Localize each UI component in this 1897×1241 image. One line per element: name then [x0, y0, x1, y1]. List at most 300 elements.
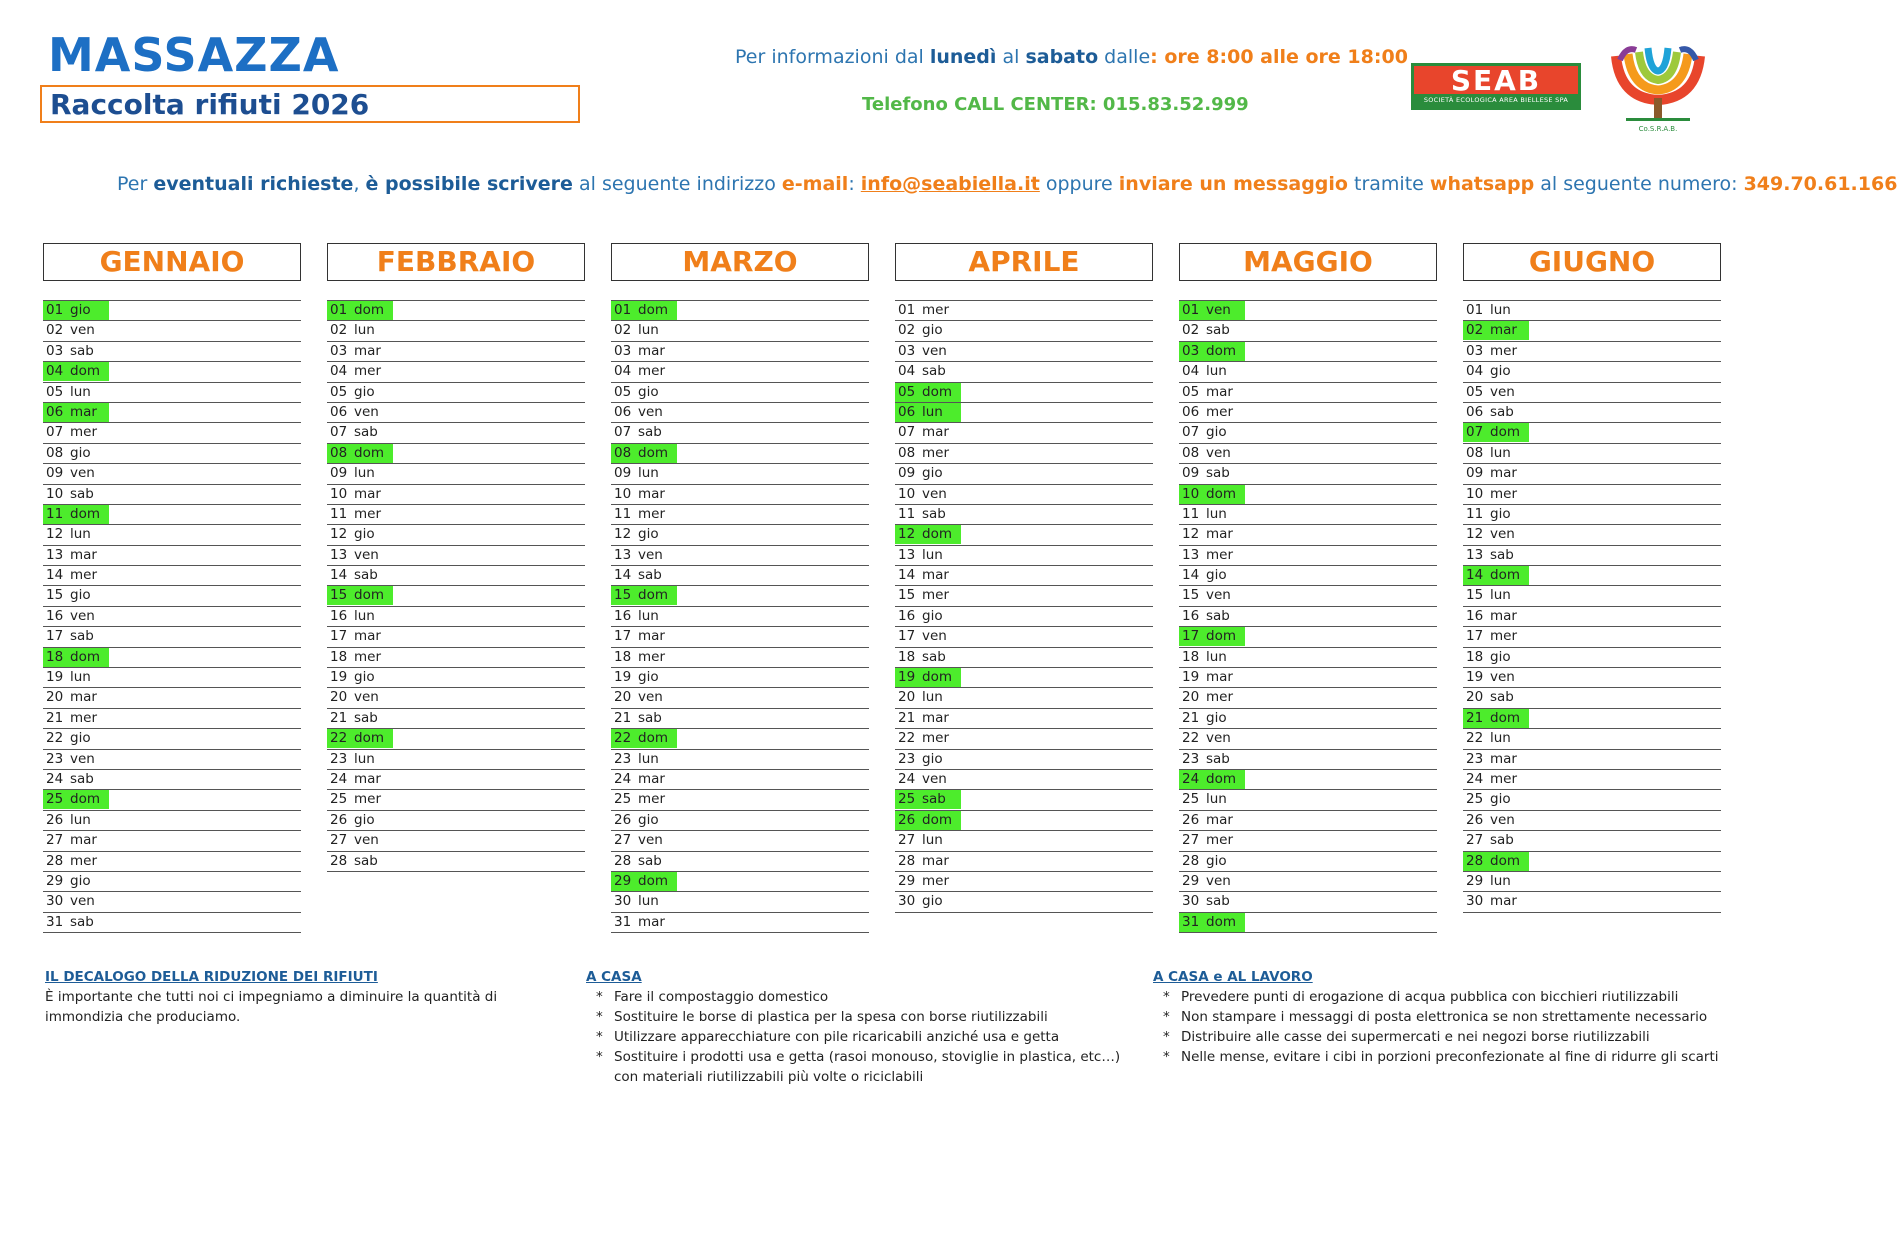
day-number: 19	[46, 669, 64, 686]
day-number: 03	[614, 342, 632, 359]
day-cell	[327, 811, 375, 830]
day-cell	[1463, 383, 1515, 402]
day-name: dom	[638, 730, 668, 747]
day-name: sab	[354, 424, 378, 441]
day-cell	[895, 464, 943, 483]
day-cell	[895, 607, 943, 626]
day-cell	[1463, 362, 1511, 381]
day-name: mar	[1490, 893, 1517, 910]
day-row-collection	[1179, 342, 1437, 362]
day-name: dom	[1490, 852, 1520, 869]
day-row	[895, 505, 1153, 525]
day-name: ven	[70, 607, 95, 624]
contact-text-2: ,	[353, 173, 366, 195]
day-cell	[327, 770, 381, 789]
day-number: 11	[1466, 505, 1484, 522]
day-number: 10	[614, 485, 632, 502]
day-row	[895, 770, 1153, 790]
day-number: 08	[1466, 444, 1484, 461]
day-number: 06	[1466, 403, 1484, 420]
day-cell	[43, 668, 91, 687]
month-column	[43, 243, 301, 933]
day-row	[1179, 444, 1437, 464]
day-cell	[611, 770, 665, 789]
day-number: 24	[46, 770, 64, 787]
day-number: 16	[1466, 607, 1484, 624]
month-header: MARZO	[611, 243, 869, 281]
day-row-collection	[1179, 485, 1437, 505]
day-row	[611, 750, 869, 770]
day-cell	[611, 525, 659, 544]
day-cell	[1179, 688, 1233, 707]
day-name: mer	[1206, 832, 1234, 849]
day-name: lun	[638, 893, 659, 910]
day-cell	[1463, 321, 1529, 340]
day-name: mer	[638, 363, 666, 380]
day-name: lun	[354, 607, 375, 624]
day-row	[611, 464, 869, 484]
day-cell	[895, 403, 961, 422]
day-list	[1463, 300, 1721, 913]
day-cell	[1179, 607, 1230, 626]
day-name: lun	[1490, 872, 1511, 889]
day-cell	[1463, 709, 1529, 728]
day-row	[43, 444, 301, 464]
day-number: 04	[614, 363, 632, 380]
day-number: 23	[46, 750, 64, 767]
day-number: 21	[898, 709, 916, 726]
day-name: mer	[354, 648, 382, 665]
day-number: 20	[1466, 689, 1484, 706]
call-center-phone: Telefono CALL CENTER: 015.83.52.999	[862, 94, 1249, 115]
contact-text-7: al seguente numero:	[1534, 173, 1744, 195]
day-row-collection	[895, 811, 1153, 831]
day-name: sab	[1206, 893, 1230, 910]
day-name: mar	[354, 485, 381, 502]
day-number: 07	[1182, 424, 1200, 441]
day-number: 13	[898, 546, 916, 563]
contact-line	[117, 173, 1897, 195]
day-number: 22	[46, 730, 64, 747]
day-row	[1463, 546, 1721, 566]
day-name: gio	[70, 587, 91, 604]
info-colon: :	[1150, 46, 1165, 68]
day-cell	[1463, 648, 1511, 667]
day-cell	[1179, 423, 1227, 442]
day-row	[43, 383, 301, 403]
day-cell	[43, 607, 95, 626]
day-number: 30	[1466, 893, 1484, 910]
day-row	[895, 648, 1153, 668]
day-cell	[1179, 709, 1227, 728]
day-cell	[611, 546, 663, 565]
email-link[interactable]: info@seabiella.it	[860, 173, 1040, 195]
day-name: dom	[638, 872, 668, 889]
day-cell	[1463, 750, 1517, 769]
day-name: mer	[1490, 485, 1518, 502]
day-name: gio	[1206, 852, 1227, 869]
day-name: mar	[1490, 465, 1517, 482]
day-row	[895, 750, 1153, 770]
day-row	[1179, 892, 1437, 912]
day-number: 21	[614, 709, 632, 726]
day-name: ven	[638, 403, 663, 420]
day-number: 14	[1182, 567, 1200, 584]
day-cell	[327, 464, 375, 483]
day-name: sab	[922, 791, 946, 808]
day-number: 14	[898, 567, 916, 584]
day-name: gio	[1490, 505, 1511, 522]
day-name: lun	[70, 669, 91, 686]
day-cell	[43, 627, 94, 646]
day-row	[1179, 872, 1437, 892]
day-number: 20	[898, 689, 916, 706]
day-number: 20	[330, 689, 348, 706]
day-name: dom	[922, 383, 952, 400]
day-cell	[43, 586, 91, 605]
day-row	[895, 342, 1153, 362]
day-number: 16	[1182, 607, 1200, 624]
day-row	[327, 423, 585, 443]
day-number: 25	[46, 791, 64, 808]
day-row	[895, 872, 1153, 892]
day-row	[1463, 892, 1721, 912]
day-cell	[611, 811, 659, 830]
day-name: mer	[354, 505, 382, 522]
day-name: mar	[922, 709, 949, 726]
day-number: 08	[614, 444, 632, 461]
day-name: ven	[1206, 444, 1231, 461]
day-name: ven	[70, 750, 95, 767]
day-list	[895, 300, 1153, 913]
day-cell	[1463, 770, 1517, 789]
day-name: lun	[354, 465, 375, 482]
month-header: FEBBRAIO	[327, 243, 585, 281]
day-cell	[1463, 668, 1515, 687]
day-row	[1179, 383, 1437, 403]
day-cell	[1179, 586, 1231, 605]
day-number: 11	[330, 505, 348, 522]
day-cell	[611, 607, 659, 626]
a-casa-lavoro-section	[1153, 967, 1723, 1067]
day-name: sab	[1490, 403, 1514, 420]
day-cell	[43, 403, 109, 422]
day-cell	[327, 301, 393, 320]
day-cell	[43, 770, 94, 789]
contact-text-3: al seguente indirizzo	[572, 173, 782, 195]
day-row	[895, 627, 1153, 647]
day-cell	[1463, 831, 1514, 850]
day-name: mar	[638, 913, 665, 930]
day-row	[611, 770, 869, 790]
day-row-collection	[327, 586, 585, 606]
day-cell	[1179, 546, 1233, 565]
day-row	[1179, 831, 1437, 851]
day-name: lun	[638, 607, 659, 624]
day-name: lun	[1206, 363, 1227, 380]
day-name: sab	[922, 648, 946, 665]
day-row	[43, 423, 301, 443]
day-cell	[327, 546, 379, 565]
day-number: 04	[1466, 363, 1484, 380]
day-name: mar	[1490, 750, 1517, 767]
day-cell	[327, 668, 375, 687]
day-name: mer	[922, 587, 950, 604]
day-name: dom	[1206, 628, 1236, 645]
day-number: 17	[1466, 628, 1484, 645]
day-name: gio	[1490, 791, 1511, 808]
day-number: 02	[898, 322, 916, 339]
day-row	[1463, 668, 1721, 688]
day-row	[895, 485, 1153, 505]
day-cell	[611, 505, 665, 524]
day-name: gio	[638, 669, 659, 686]
day-number: 12	[1182, 526, 1200, 543]
day-row	[1179, 607, 1437, 627]
day-name: gio	[638, 383, 659, 400]
day-number: 21	[1466, 709, 1484, 726]
contact-email-label: e-mail	[781, 173, 849, 195]
day-row	[895, 688, 1153, 708]
day-cell	[895, 668, 961, 687]
day-row	[611, 505, 869, 525]
month-header: GIUGNO	[1463, 243, 1721, 281]
day-number: 05	[1466, 383, 1484, 400]
day-name: mer	[1206, 689, 1234, 706]
day-number: 16	[46, 607, 64, 624]
day-number: 25	[330, 791, 348, 808]
day-cell	[327, 790, 381, 809]
day-row	[43, 913, 301, 933]
day-number: 11	[898, 505, 916, 522]
day-name: mer	[922, 302, 950, 318]
info-prefix: Per informazioni dal	[735, 46, 930, 68]
day-name: mar	[638, 770, 665, 787]
day-row	[895, 546, 1153, 566]
day-row-collection	[327, 444, 585, 464]
day-name: mar	[922, 567, 949, 584]
day-name: mar	[1490, 322, 1517, 339]
day-list	[327, 300, 585, 872]
day-name: ven	[354, 546, 379, 563]
list-item: * Sostituire i prodotti usa e getta (rasoi monouso, stoviglie in plastica, etc…) con materiali riutilizzabili più volte o riciclabili	[586, 1047, 1146, 1087]
day-number: 02	[1466, 322, 1484, 339]
day-name: sab	[638, 709, 662, 726]
day-number: 19	[330, 669, 348, 686]
day-name: ven	[1206, 302, 1231, 318]
contact-bold-4: inviare un messaggio	[1118, 173, 1348, 195]
day-cell	[1179, 872, 1231, 891]
day-number: 03	[46, 342, 64, 359]
day-row	[327, 688, 585, 708]
day-cell	[1179, 342, 1245, 361]
day-cell	[611, 913, 665, 932]
day-row-collection	[1179, 627, 1437, 647]
day-number: 19	[1182, 669, 1200, 686]
day-cell	[1179, 566, 1227, 585]
day-number: 04	[1182, 363, 1200, 380]
day-number: 06	[614, 403, 632, 420]
day-row	[327, 566, 585, 586]
day-number: 02	[1182, 322, 1200, 339]
list-item: * Distribuire alle casse dei supermercati e nei negozi borse riutilizzabili	[1153, 1027, 1723, 1047]
day-name: lun	[922, 403, 943, 420]
day-number: 23	[1466, 750, 1484, 767]
a-casa-heading: A CASA	[586, 969, 642, 985]
day-name: dom	[1206, 770, 1236, 787]
day-number: 30	[1182, 893, 1200, 910]
day-row	[1179, 403, 1437, 423]
day-number: 28	[330, 852, 348, 869]
day-row	[1463, 403, 1721, 423]
day-number: 23	[330, 750, 348, 767]
day-row	[611, 525, 869, 545]
day-name: mer	[1206, 403, 1234, 420]
day-name: sab	[70, 913, 94, 930]
day-number: 09	[1466, 465, 1484, 482]
day-number: 30	[898, 893, 916, 910]
day-cell	[43, 444, 91, 463]
day-name: mer	[922, 444, 950, 461]
day-row	[611, 546, 869, 566]
day-row	[611, 321, 869, 341]
day-name: gio	[1206, 709, 1227, 726]
info-mid: al	[996, 46, 1026, 68]
day-row	[895, 852, 1153, 872]
day-row-collection	[895, 403, 1153, 423]
day-name: sab	[70, 770, 94, 787]
info-day-end: sabato	[1025, 46, 1099, 68]
day-name: dom	[638, 302, 668, 318]
day-row	[1463, 750, 1721, 770]
day-number: 09	[898, 465, 916, 482]
day-row-collection	[1179, 301, 1437, 321]
day-number: 13	[614, 546, 632, 563]
day-cell	[611, 383, 659, 402]
day-name: mar	[70, 546, 97, 563]
day-number: 07	[46, 424, 64, 441]
day-cell	[327, 444, 393, 463]
day-cell	[895, 648, 946, 667]
day-number: 26	[330, 811, 348, 828]
day-number: 29	[46, 872, 64, 889]
day-row	[1463, 831, 1721, 851]
contact-text-6: tramite	[1347, 173, 1430, 195]
day-cell	[895, 444, 949, 463]
day-name: ven	[922, 342, 947, 359]
day-number: 03	[898, 342, 916, 359]
day-name: ven	[70, 465, 95, 482]
day-row	[327, 546, 585, 566]
day-row	[43, 892, 301, 912]
day-name: sab	[1490, 546, 1514, 563]
day-number: 17	[46, 628, 64, 645]
day-row-collection	[1463, 852, 1721, 872]
day-number: 26	[898, 811, 916, 828]
day-row	[895, 586, 1153, 606]
day-number: 28	[46, 852, 64, 869]
day-row-collection	[1463, 709, 1721, 729]
day-number: 08	[898, 444, 916, 461]
day-row	[327, 403, 585, 423]
day-name: dom	[354, 302, 384, 318]
day-cell	[43, 913, 94, 932]
day-number: 16	[898, 607, 916, 624]
day-name: dom	[1206, 913, 1236, 930]
day-name: sab	[70, 485, 94, 502]
day-cell	[1463, 403, 1514, 422]
day-name: dom	[70, 791, 100, 808]
day-row	[1463, 729, 1721, 749]
day-cell	[327, 709, 378, 728]
contact-bold-2: è possibile scrivere	[365, 173, 573, 195]
day-row	[895, 831, 1153, 851]
day-row	[1463, 464, 1721, 484]
day-cell	[43, 750, 95, 769]
day-number: 13	[46, 546, 64, 563]
day-number: 25	[1182, 791, 1200, 808]
day-cell	[327, 485, 381, 504]
day-row-collection	[327, 729, 585, 749]
day-cell	[895, 811, 961, 830]
day-row	[895, 301, 1153, 321]
day-number: 24	[614, 770, 632, 787]
day-row	[611, 607, 869, 627]
day-row	[1179, 566, 1437, 586]
day-list	[43, 300, 301, 933]
day-number: 24	[330, 770, 348, 787]
day-name: lun	[638, 322, 659, 339]
day-number: 08	[330, 444, 348, 461]
day-cell	[1463, 607, 1517, 626]
day-name: mer	[70, 424, 98, 441]
day-name: ven	[638, 546, 663, 563]
day-name: mar	[70, 403, 97, 420]
day-name: mar	[638, 485, 665, 502]
day-name: sab	[354, 709, 378, 726]
day-cell	[43, 648, 109, 667]
day-name: sab	[70, 628, 94, 645]
day-row	[43, 566, 301, 586]
day-cell	[895, 790, 961, 809]
contact-text-4: :	[848, 173, 861, 195]
day-name: dom	[70, 363, 100, 380]
day-number: 14	[330, 567, 348, 584]
day-number: 04	[46, 363, 64, 380]
day-number: 07	[614, 424, 632, 441]
day-number: 18	[614, 648, 632, 665]
day-number: 10	[330, 485, 348, 502]
day-number: 12	[898, 526, 916, 543]
day-cell	[1463, 892, 1517, 911]
day-number: 22	[898, 730, 916, 747]
day-cell	[895, 770, 947, 789]
day-name: gio	[354, 526, 375, 543]
day-cell	[895, 342, 947, 361]
day-number: 02	[614, 322, 632, 339]
day-number: 01	[330, 302, 348, 318]
day-cell	[611, 444, 677, 463]
day-row-collection	[1463, 321, 1721, 341]
day-number: 06	[330, 403, 348, 420]
day-name: mar	[1206, 811, 1233, 828]
day-row	[611, 403, 869, 423]
day-name: mar	[70, 689, 97, 706]
day-number: 22	[614, 730, 632, 747]
day-row	[611, 913, 869, 933]
day-row-collection	[895, 383, 1153, 403]
day-name: dom	[638, 587, 668, 604]
